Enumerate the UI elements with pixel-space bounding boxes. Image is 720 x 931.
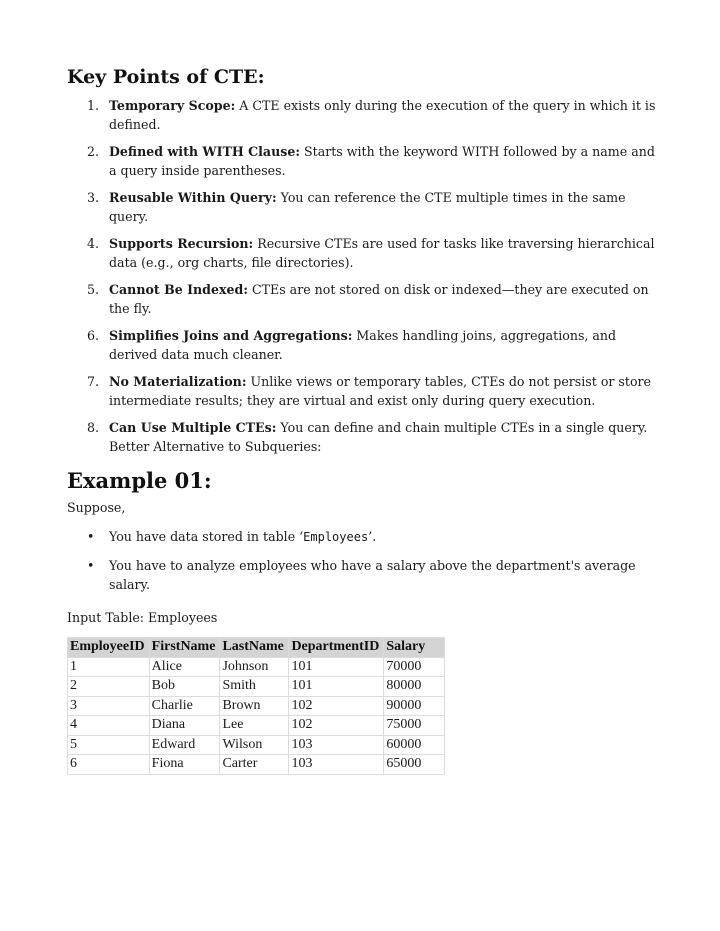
item-text: CTEs are not stored on disk or indexed—they are executed on the fly. xyxy=(109,282,649,316)
table-cell: 90000 xyxy=(384,696,445,716)
item-title: Simplifies Joins and Aggregations: xyxy=(109,328,353,343)
item-text: Unlike views or temporary tables, CTEs do not persist or store intermediate results; they are virtual and exist only during query execution. xyxy=(109,374,652,408)
list-item xyxy=(67,96,657,134)
table-cell: 103 xyxy=(289,735,384,755)
table-row xyxy=(68,755,445,775)
item-title: Reusable Within Query: xyxy=(109,190,277,205)
table-cell: 101 xyxy=(289,677,384,697)
item-extra-line: Better Alternative to Subqueries: xyxy=(109,439,322,454)
column-header: EmployeeID xyxy=(68,638,150,658)
table-cell: 4 xyxy=(68,716,150,736)
list-item xyxy=(67,280,657,318)
item-title: Cannot Be Indexed: xyxy=(109,282,248,297)
table-cell: Smith xyxy=(220,677,289,697)
table-cell: 65000 xyxy=(384,755,445,775)
table-cell: Lee xyxy=(220,716,289,736)
example-heading: Example 01: xyxy=(67,468,212,493)
key-points-heading: Key Points of CTE: xyxy=(67,66,265,88)
bullet-glyph: • xyxy=(87,558,95,573)
bullet-glyph: • xyxy=(87,529,95,544)
bullet-text-prefix: You have data stored in table ‘ xyxy=(109,529,304,544)
item-text: Starts with the keyword WITH followed by a name and a query inside parentheses. xyxy=(109,144,655,178)
item-number: 4. xyxy=(87,236,100,251)
list-item xyxy=(67,418,657,456)
item-number: 8. xyxy=(87,420,100,435)
list-item xyxy=(67,372,657,410)
table-cell: Johnson xyxy=(220,657,289,677)
list-item xyxy=(67,527,667,547)
table-cell: Brown xyxy=(220,696,289,716)
list-item xyxy=(67,556,667,594)
example-bullets xyxy=(67,527,667,603)
table-cell: 102 xyxy=(289,716,384,736)
table-row xyxy=(68,716,445,736)
item-number: 2. xyxy=(87,144,100,159)
list-item xyxy=(67,142,657,180)
column-header: LastName xyxy=(220,638,289,658)
item-number: 6. xyxy=(87,328,100,343)
table-cell: 60000 xyxy=(384,735,445,755)
list-item xyxy=(67,326,657,364)
table-cell: Carter xyxy=(220,755,289,775)
table-cell: Edward xyxy=(149,735,220,755)
item-text: Recursive CTEs are used for tasks like traversing hierarchical data (e.g., org charts, file directories). xyxy=(109,236,655,270)
table-cell: Fiona xyxy=(149,755,220,775)
item-text: You can reference the CTE multiple times in the same query. xyxy=(109,190,626,224)
column-header: Salary xyxy=(384,638,445,658)
key-points-list xyxy=(67,96,657,464)
item-number: 7. xyxy=(87,374,100,389)
item-number: 5. xyxy=(87,282,100,297)
table-cell: 6 xyxy=(68,755,150,775)
table-row xyxy=(68,657,445,677)
employees-table xyxy=(67,637,445,775)
table-cell: 80000 xyxy=(384,677,445,697)
table-cell: Bob xyxy=(149,677,220,697)
table-cell: 70000 xyxy=(384,657,445,677)
table-cell: Alice xyxy=(149,657,220,677)
table-caption: Input Table: Employees xyxy=(67,610,218,625)
item-title: Defined with WITH Clause: xyxy=(109,144,300,159)
table-name-code: Employees xyxy=(303,530,369,544)
item-text: You can define and chain multiple CTEs in a single query. xyxy=(276,420,648,435)
table-cell: 5 xyxy=(68,735,150,755)
table-cell: 3 xyxy=(68,696,150,716)
table-cell: 2 xyxy=(68,677,150,697)
table-row xyxy=(68,677,445,697)
item-title: No Materialization: xyxy=(109,374,247,389)
table-cell: 101 xyxy=(289,657,384,677)
table-cell: Charlie xyxy=(149,696,220,716)
table-row xyxy=(68,735,445,755)
item-title: Supports Recursion: xyxy=(109,236,254,251)
table-cell: Diana xyxy=(149,716,220,736)
list-item xyxy=(67,188,657,226)
table-header-row xyxy=(68,638,445,658)
item-number: 1. xyxy=(87,98,100,113)
list-item xyxy=(67,234,657,272)
item-text: A CTE exists only during the execution of the query in which it is defined. xyxy=(109,98,656,132)
table-cell: 1 xyxy=(68,657,150,677)
example-intro: Suppose, xyxy=(67,500,126,515)
table-cell: 75000 xyxy=(384,716,445,736)
table-cell: Wilson xyxy=(220,735,289,755)
table-row xyxy=(68,696,445,716)
item-title: Can Use Multiple CTEs: xyxy=(109,420,277,435)
item-number: 3. xyxy=(87,190,100,205)
table-cell: 102 xyxy=(289,696,384,716)
column-header: DepartmentID xyxy=(289,638,384,658)
table-cell: 103 xyxy=(289,755,384,775)
bullet-text: You have to analyze employees who have a salary above the department's average salary. xyxy=(109,558,636,592)
item-title: Temporary Scope: xyxy=(109,98,236,113)
column-header: FirstName xyxy=(149,638,220,658)
item-text: Makes handling joins, aggregations, and derived data much cleaner. xyxy=(109,328,617,362)
bullet-text-suffix: ’. xyxy=(368,529,377,544)
